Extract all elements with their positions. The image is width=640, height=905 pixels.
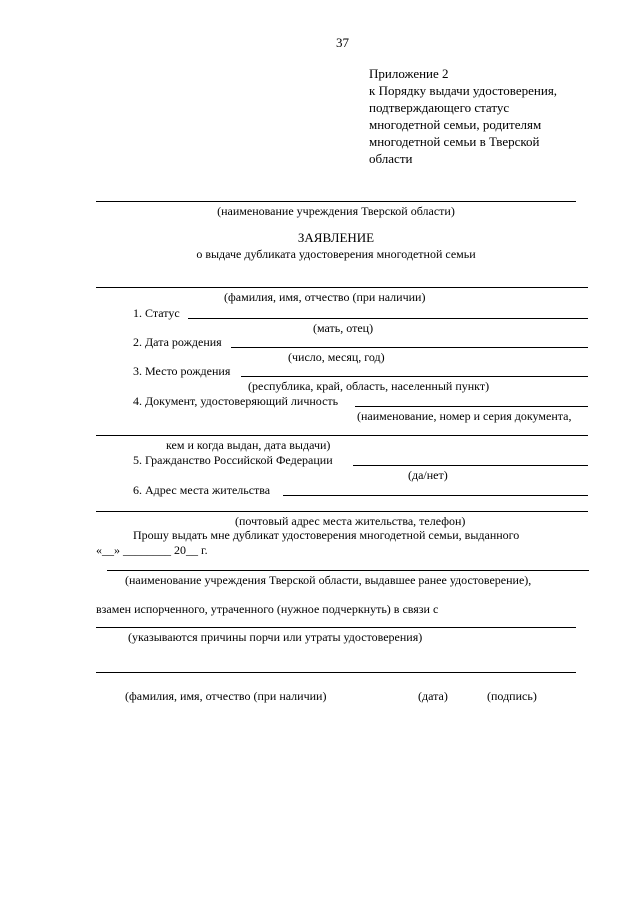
document-hint: (наименование, номер и серия документа, <box>357 409 572 423</box>
birthdate-label: 2. Дата рождения <box>133 335 222 349</box>
document-input-line-2[interactable] <box>96 435 588 436</box>
status-label: 1. Статус <box>133 306 180 320</box>
signature-sign-caption: (подпись) <box>487 689 537 703</box>
reason-input-line[interactable] <box>96 627 576 628</box>
reason-text: взамен испорченного, утраченного (нужное подчеркнуть) в связи с <box>96 602 439 616</box>
document-hint-2: кем и когда выдан, дата выдачи) <box>166 438 331 452</box>
appendix-line: Приложение 2 <box>369 66 449 81</box>
document-input-line[interactable] <box>355 406 588 407</box>
institution-line[interactable] <box>96 201 576 202</box>
request-text: Прошу выдать мне дубликат удостоверения многодетной семьи, выданного <box>133 528 520 542</box>
address-input-line[interactable] <box>283 495 588 496</box>
document-label: 4. Документ, удостоверяющий личность <box>133 394 339 408</box>
birthplace-input-line[interactable] <box>241 376 588 377</box>
appendix-line: области <box>369 151 413 166</box>
signature-fio-caption: (фамилия, имя, отчество (при наличии) <box>125 689 327 703</box>
birthdate-hint: (число, месяц, год) <box>288 350 385 364</box>
request-date[interactable]: «__» ________ 20__ г. <box>96 543 208 557</box>
birthdate-input-line[interactable] <box>231 347 588 348</box>
fio-line[interactable] <box>96 287 588 288</box>
address-hint: (почтовый адрес места жительства, телефон) <box>235 514 466 528</box>
status-input-line[interactable] <box>188 318 588 319</box>
signature-line[interactable] <box>96 672 576 673</box>
institution-caption: (наименование учреждения Тверской области) <box>217 204 455 218</box>
appendix-line: многодетной семьи, родителям <box>369 117 542 132</box>
page-number: 37 <box>336 35 349 50</box>
address-input-line-2[interactable] <box>96 511 588 512</box>
address-label: 6. Адрес места жительства <box>133 483 271 497</box>
document-title: ЗАЯВЛЕНИЕ <box>297 230 375 245</box>
appendix-line: многодетной семьи в Тверской <box>369 134 540 149</box>
status-hint: (мать, отец) <box>313 321 374 335</box>
appendix-line: подтверждающего статус <box>369 100 510 115</box>
signature-date-caption: (дата) <box>418 689 448 703</box>
document-subtitle: о выдаче дубликата удостоверения многодетной семьи <box>196 247 476 261</box>
fio-caption: (фамилия, имя, отчество (при наличии) <box>224 290 426 304</box>
appendix-line: к Порядку выдачи удостоверения, <box>369 83 558 98</box>
birthplace-label: 3. Место рождения <box>133 364 231 378</box>
issuer-hint: (наименование учреждения Тверской области, выдавшее ранее удостоверение), <box>125 573 532 587</box>
issuer-input-line[interactable] <box>107 570 589 571</box>
citizenship-hint: (да/нет) <box>408 468 448 482</box>
reason-hint: (указываются причины порчи или утраты удостоверения) <box>128 630 423 644</box>
citizenship-input-line[interactable] <box>353 465 588 466</box>
citizenship-label: 5. Гражданство Российской Федерации <box>133 453 333 467</box>
birthplace-hint: (республика, край, область, населенный пункт) <box>248 379 490 393</box>
